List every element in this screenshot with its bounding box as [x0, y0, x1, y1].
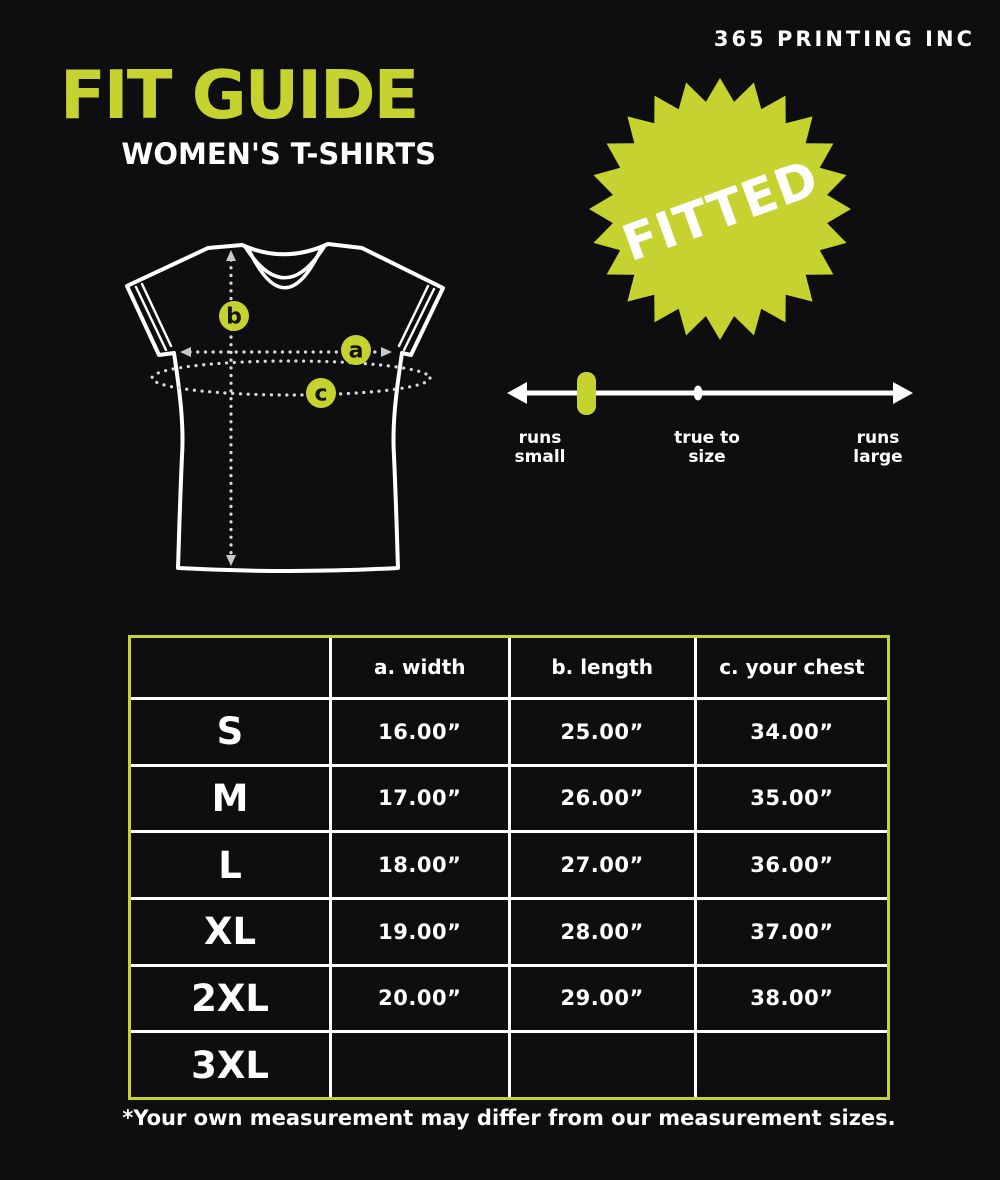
- brand-name: 365 PRINTING INC: [713, 27, 975, 51]
- row-m-chest: 35.00”: [697, 767, 887, 831]
- row-2xl-chest: 38.00”: [697, 967, 887, 1031]
- badge-label: FITTED: [615, 148, 827, 273]
- true-to-size-line1: true to: [674, 428, 740, 448]
- measurement-disclaimer: *Your own measurement may differ from our measurement sizes.: [122, 1106, 896, 1130]
- row-l-size: L: [131, 833, 329, 897]
- width-arrow-right-icon: [381, 347, 392, 357]
- scale-arrow-right-icon: [893, 382, 913, 404]
- row-s-chest: 34.00”: [697, 700, 887, 764]
- page-subtitle: WOMEN'S T-SHIRTS: [121, 137, 436, 171]
- runs-small-line1: runs: [518, 428, 562, 448]
- row-3xl-size: 3XL: [131, 1033, 329, 1097]
- tshirt-measurement-diagram: [118, 228, 458, 578]
- row-2xl-width: 20.00”: [332, 967, 507, 1031]
- row-s-length: 25.00”: [511, 700, 694, 764]
- row-xl-chest: 37.00”: [697, 900, 887, 964]
- true-to-size-line2: size: [688, 447, 726, 468]
- size-table: [128, 635, 890, 1100]
- runs-large-line1: runs: [856, 428, 900, 448]
- row-2xl-size: 2XL: [131, 967, 329, 1031]
- scale-label-true-to-size: [647, 429, 767, 467]
- row-3xl-chest: [697, 1033, 887, 1097]
- row-m-width: 17.00”: [332, 767, 507, 831]
- length-arrow-top-icon: [226, 250, 236, 261]
- row-3xl-length: [511, 1033, 694, 1097]
- marker-b-label: b: [226, 304, 242, 330]
- scale-label-runs-small: [480, 429, 600, 467]
- tshirt-outline-icon: [127, 244, 443, 571]
- width-arrow-left-icon: [180, 347, 191, 357]
- marker-c-label: c: [314, 381, 328, 407]
- row-3xl-width: [332, 1033, 507, 1097]
- row-xl-size: XL: [131, 900, 329, 964]
- row-l-chest: 36.00”: [697, 833, 887, 897]
- chest-measure-ellipse: [152, 361, 430, 395]
- runs-small-line2: small: [514, 447, 566, 468]
- row-s-width: 16.00”: [332, 700, 507, 764]
- fitted-badge: [586, 75, 854, 343]
- header-size: [131, 638, 329, 697]
- row-xl-width: 19.00”: [332, 900, 507, 964]
- runs-large-line2: large: [853, 447, 903, 468]
- page-title: FIT GUIDE: [60, 56, 418, 134]
- header-length: b. length: [511, 638, 694, 697]
- scale-arrow-left-icon: [507, 382, 527, 404]
- row-s-size: S: [131, 700, 329, 764]
- fit-scale: [505, 365, 915, 421]
- scale-label-runs-large: [818, 429, 938, 467]
- header-width: a. width: [332, 638, 507, 697]
- row-xl-length: 28.00”: [511, 900, 694, 964]
- row-l-length: 27.00”: [511, 833, 694, 897]
- true-to-size-tick: [694, 386, 703, 401]
- length-arrow-bottom-icon: [226, 555, 236, 566]
- collar-band-inner: [250, 251, 320, 288]
- row-2xl-length: 29.00”: [511, 967, 694, 1031]
- fit-position-marker: [577, 372, 596, 415]
- header-chest: c. your chest: [697, 638, 887, 697]
- marker-a-label: a: [348, 338, 364, 364]
- row-l-width: 18.00”: [332, 833, 507, 897]
- row-m-length: 26.00”: [511, 767, 694, 831]
- row-m-size: M: [131, 767, 329, 831]
